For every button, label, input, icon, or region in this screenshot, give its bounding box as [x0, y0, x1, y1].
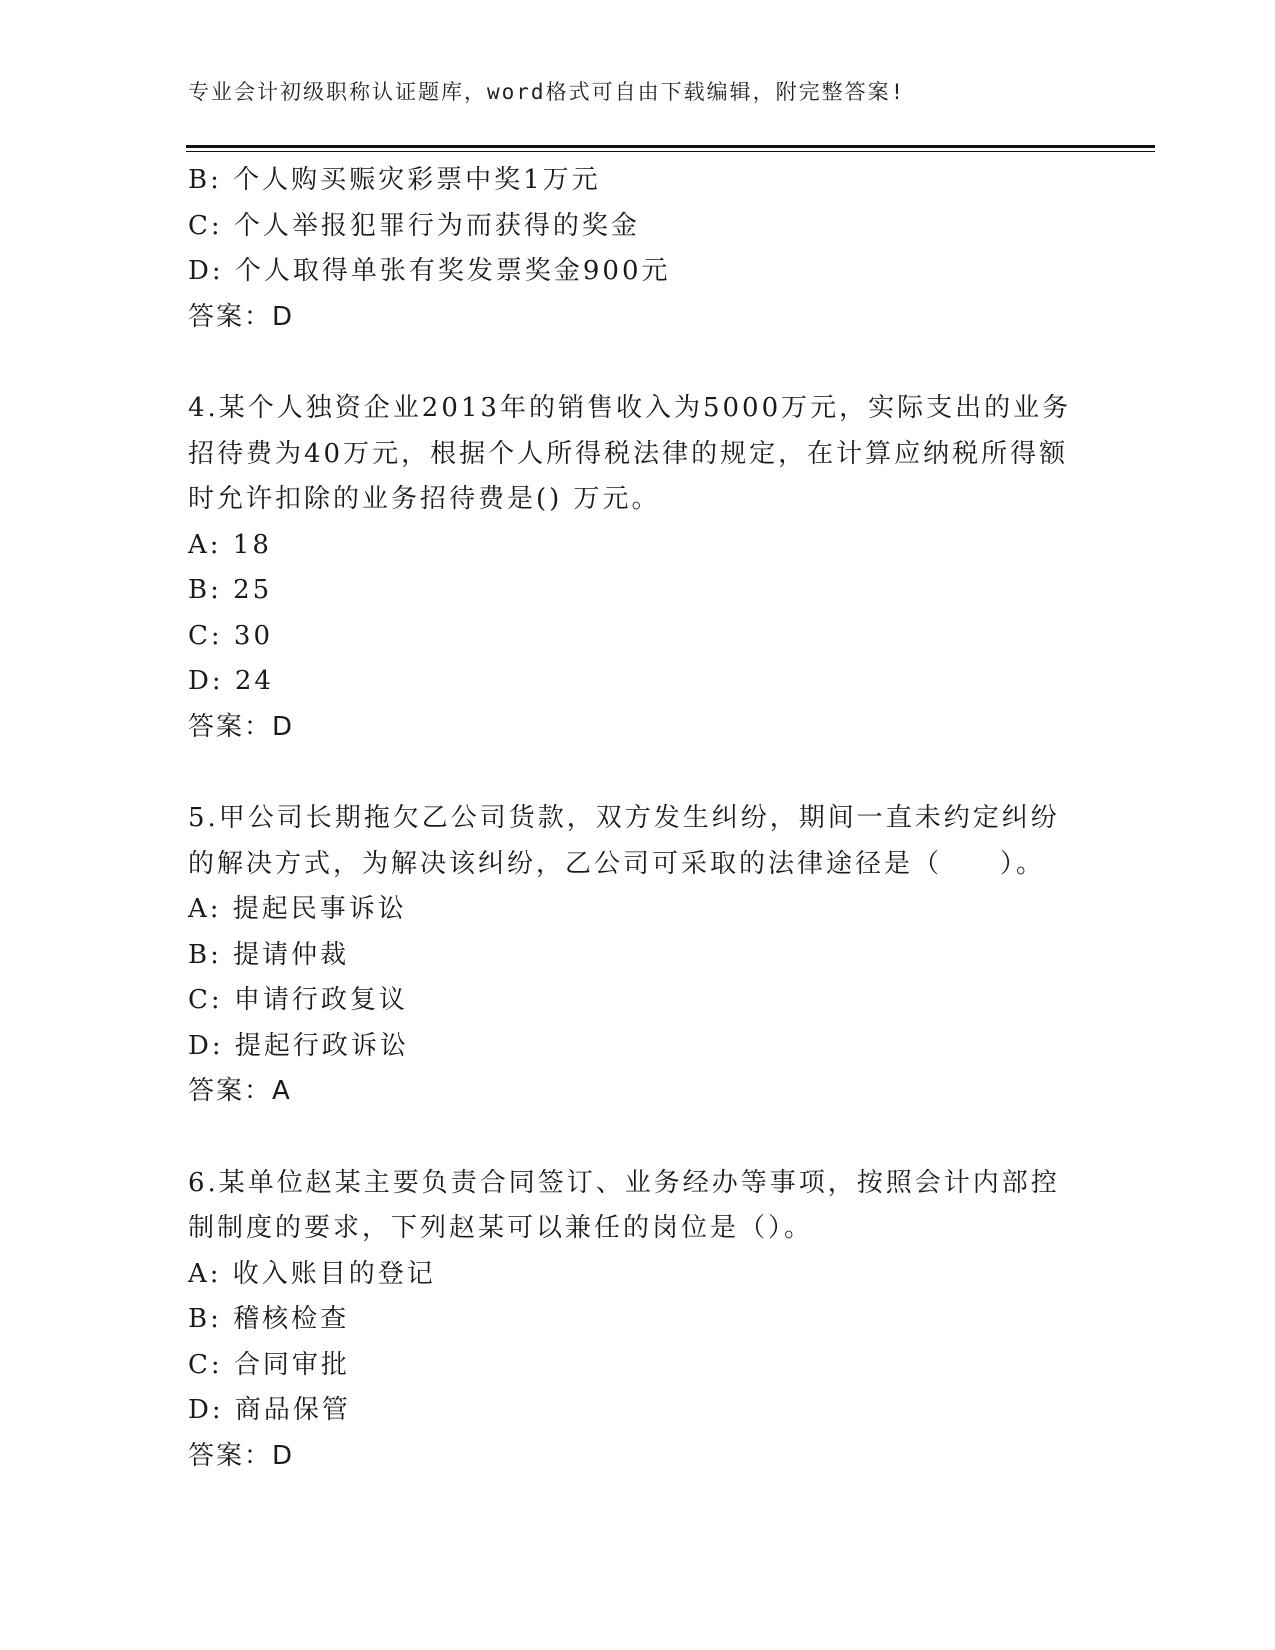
answer: 答案：D: [188, 1440, 295, 1471]
option-c: C: 合同审批: [188, 1349, 350, 1380]
option-c: C: 30: [188, 620, 274, 651]
option-b: B: 稽核检查: [188, 1304, 350, 1334]
question-text-line: 制制度的要求，下列赵某可以兼任的岗位是（）。: [188, 1213, 814, 1243]
question-text-line: 5.甲公司长期拖欠乙公司货款，双方发生纠纷，期间一直未约定纠纷: [188, 803, 1060, 833]
question-text-line: 时允许扣除的业务招待费是() 万元。: [188, 484, 661, 514]
option-d: D: 商品保管: [188, 1395, 351, 1425]
option-b: B: 个人购买赈灾彩票中奖1万元: [188, 165, 601, 195]
answer: 答案：A: [188, 1076, 292, 1106]
page-header: 专业会计初级职称认证题库，word格式可自由下载编辑，附完整答案!: [188, 80, 906, 104]
question-4: [188, 386, 1088, 750]
answer: 答案：D: [188, 711, 295, 742]
option-a: A: 18: [188, 529, 272, 560]
option-d: D: 提起行政诉讼: [188, 1030, 409, 1061]
option-d: D: 个人取得单张有奖发票奖金900元: [188, 256, 671, 286]
option-a: A: 收入账目的登记: [188, 1258, 436, 1289]
option-d: D: 24: [188, 666, 274, 696]
option-c: C: 申请行政复议: [188, 985, 408, 1015]
question-text-line: 招待费为40万元，根据个人所得税法律的规定，在计算应纳税所得额: [188, 438, 1069, 469]
question-content: [188, 158, 1088, 1479]
header-rule-thin: [186, 151, 1155, 152]
question-text-line: 的解决方式，为解决该纠纷，乙公司可采取的法律途径是（ ）。: [188, 848, 1046, 879]
option-b: B: 25: [188, 575, 273, 605]
option-b: B: 提请仲裁: [188, 939, 350, 970]
question-text-line: 4.某个人独资企业2013年的销售收入为5000万元，实际支出的业务: [188, 393, 1072, 423]
option-c: C: 个人举报犯罪行为而获得的奖金: [188, 210, 640, 241]
question-text-line: 6.某单位赵某主要负责合同签订、业务经办等事项，按照会计内部控: [188, 1167, 1060, 1198]
header-rule-thick: [186, 145, 1155, 148]
question-6: [188, 1161, 1088, 1480]
answer: 答案：D: [188, 301, 295, 332]
question-5: [188, 796, 1088, 1115]
prev-question: [188, 158, 1088, 340]
option-a: A: 提起民事诉讼: [188, 894, 407, 924]
